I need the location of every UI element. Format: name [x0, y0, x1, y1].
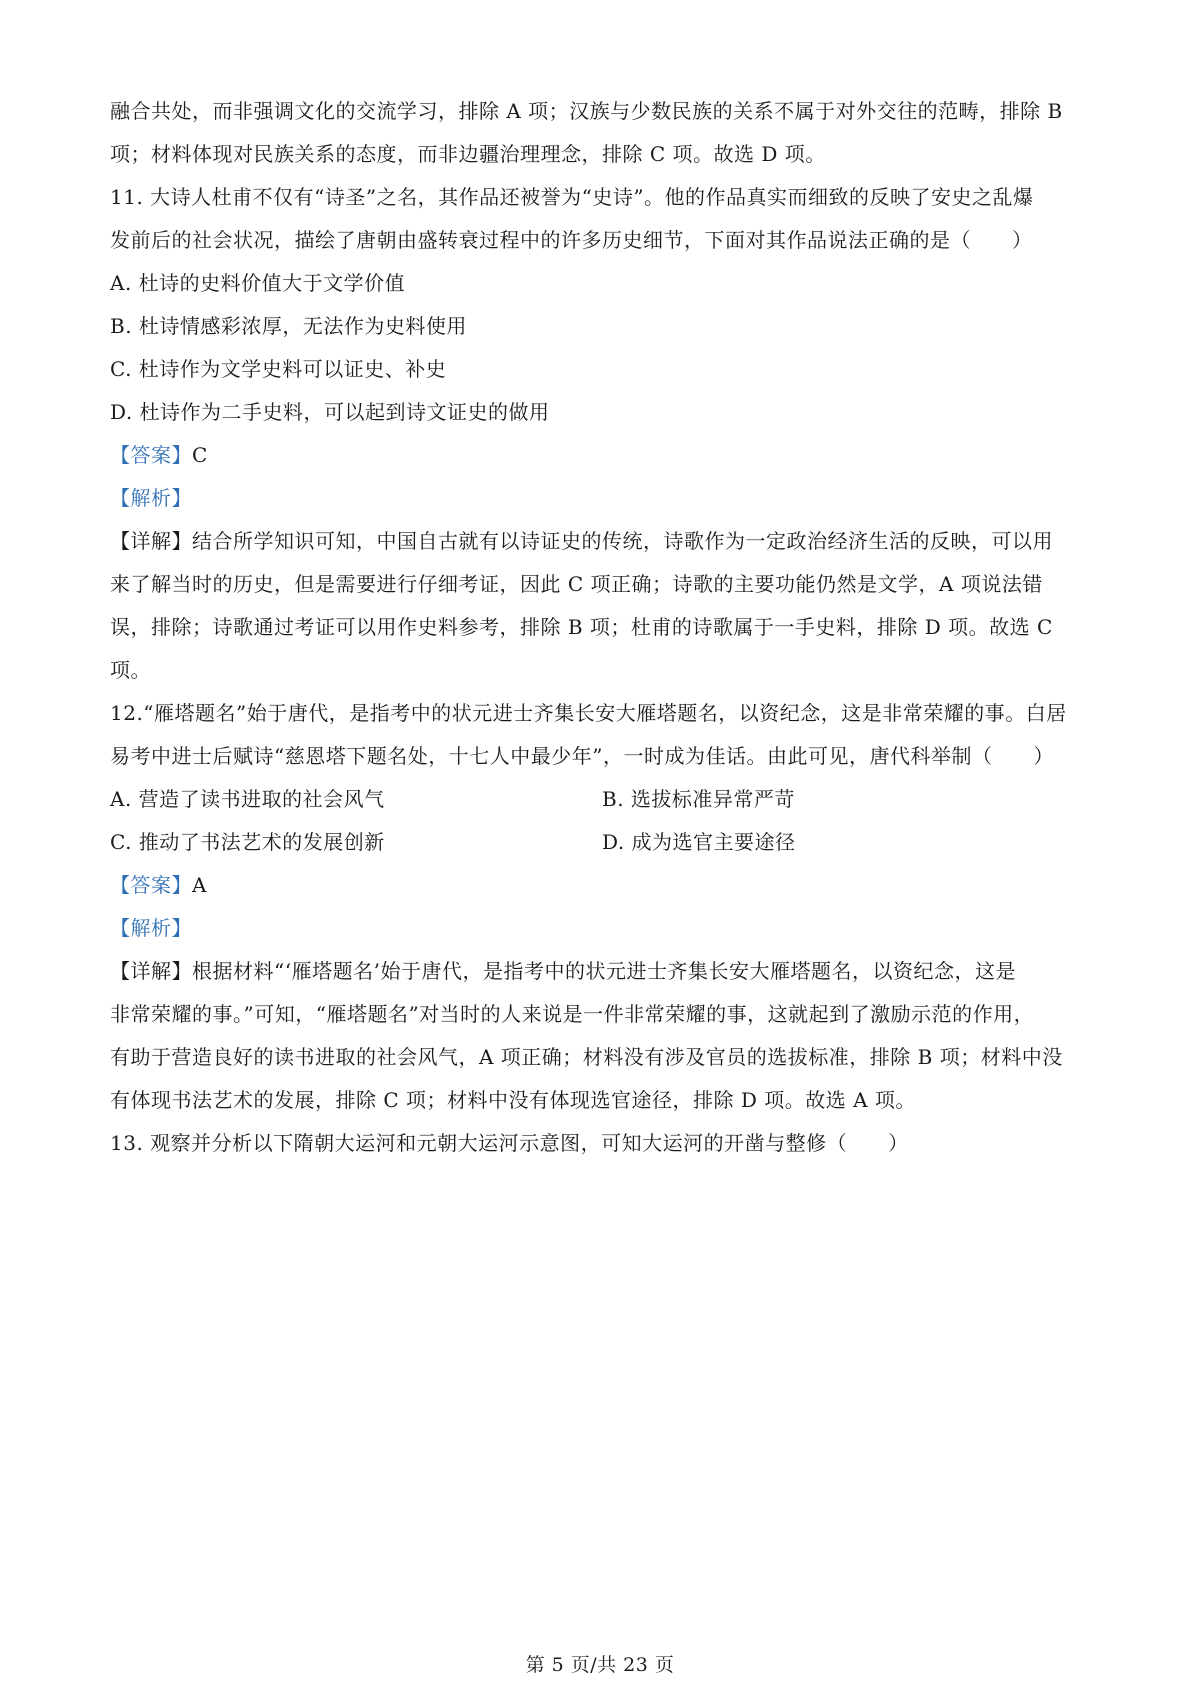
q12-analysis-tag: 【解析】 — [110, 916, 192, 940]
q11-detail-line-2: 来了解当时的历史，但是需要进行仔细考证，因此 C 项正确；诗歌的主要功能仍然是文学，A 项说法错 — [110, 572, 1043, 596]
q11-detail-line-4: 项。 — [110, 658, 151, 682]
q11-option-c: C. 杜诗作为文学史料可以证史、补史 — [110, 357, 447, 381]
q11-detail-line-1 — [110, 527, 1053, 555]
q11-answer — [110, 441, 208, 469]
q12-option-d: D. 成为选官主要途径 — [602, 830, 796, 854]
q11-answer-value: C — [192, 443, 208, 467]
q12-detail-line-2: 非常荣耀的事。”可知，“雁塔题名”对当时的人来说是一件非常荣耀的事，这就起到了激励示范的作用， — [110, 1002, 1035, 1026]
q11-detail-line-3: 误，排除；诗歌通过考证可以用作史料参考，排除 B 项；杜甫的诗歌属于一手史料，排除 D 项。故选 C — [110, 615, 1053, 639]
q11-option-d: D. 杜诗作为二手史料，可以起到诗文证史的做用 — [110, 400, 550, 424]
q11-analysis-tag: 【解析】 — [110, 486, 192, 510]
continuation-line-2: 项；材料体现对民族关系的态度，而非边疆治理理念，排除 C 项。故选 D 项。 — [110, 142, 826, 166]
q13-stem-line-1: 13. 观察并分析以下隋朝大运河和元朝大运河示意图，可知大运河的开凿与整修（ ） — [110, 1131, 909, 1155]
q12-detail-text-1: 根据材料“‘雁塔题名’始于唐代，是指考中的状元进士齐集长安大雁塔题名，以资纪念，这是 — [192, 959, 1016, 983]
q12-detail-line-3: 有助于营造良好的读书进取的社会风气，A 项正确；材料没有涉及官员的选拔标准，排除 B 项；材料中没 — [110, 1045, 1063, 1069]
q12-option-b: B. 选拔标准异常严苛 — [602, 787, 795, 811]
q11-detail-tag: 【详解】 — [110, 529, 192, 553]
q12-detail-tag: 【详解】 — [110, 959, 192, 983]
q12-stem-line-1: 12.“雁塔题名”始于唐代，是指考中的状元进士齐集长安大雁塔题名，以资纪念，这是非常荣耀的事。白居 — [110, 701, 1067, 725]
q11-stem-line-2: 发前后的社会状况，描绘了唐朝由盛转衰过程中的许多历史细节，下面对其作品说法正确的是（ ） — [110, 228, 1033, 252]
q11-answer-tag: 【答案】 — [110, 443, 192, 467]
continuation-line-1: 融合共处，而非强调文化的交流学习，排除 A 项；汉族与少数民族的关系不属于对外交往的范畴，排除 B — [110, 99, 1063, 123]
q12-option-c: C. 推动了书法艺术的发展创新 — [110, 830, 385, 854]
q11-stem-line-1: 11. 大诗人杜甫不仅有“诗圣”之名，其作品还被誉为“史诗”。他的作品真实而细致的反映了安史之乱爆 — [110, 185, 1034, 209]
q12-detail-line-1 — [110, 957, 1016, 985]
q12-answer-value: A — [192, 873, 207, 897]
q12-stem-line-2: 易考中进士后赋诗“慈恩塔下题名处，十七人中最少年”，一时成为佳话。由此可见，唐代科举制（ ） — [110, 744, 1054, 768]
q12-option-a: A. 营造了读书进取的社会风气 — [110, 787, 385, 811]
q12-detail-line-4: 有体现书法艺术的发展，排除 C 项；材料中没有体现选官途径，排除 D 项。故选 A 项。 — [110, 1088, 916, 1112]
q12-answer — [110, 871, 207, 899]
q11-option-a: A. 杜诗的史料价值大于文学价值 — [110, 271, 406, 295]
page-number: 第 5 页/共 23 页 — [525, 1654, 675, 1676]
q11-option-b: B. 杜诗情感彩浓厚，无法作为史料使用 — [110, 314, 467, 338]
q11-analysis — [110, 484, 192, 512]
q11-detail-text-1: 结合所学知识可知，中国自古就有以诗证史的传统，诗歌作为一定政治经济生活的反映，可以用 — [192, 529, 1053, 553]
q12-answer-tag: 【答案】 — [110, 873, 192, 897]
q12-analysis — [110, 914, 192, 942]
